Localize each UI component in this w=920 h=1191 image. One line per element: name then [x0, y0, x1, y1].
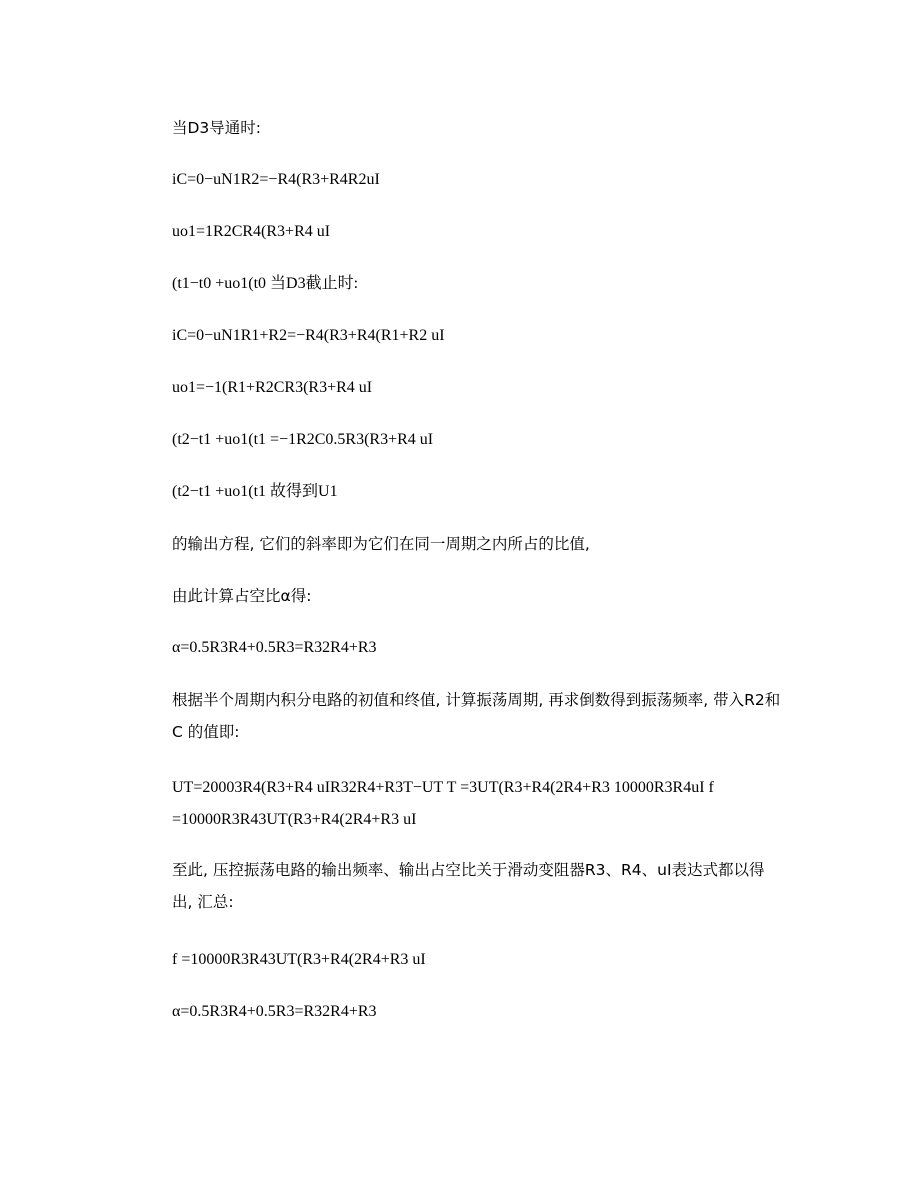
equation-ic-off: iC=0−uN1R1+R2=−R4(R3+R4(R1+R2 uI: [172, 327, 445, 344]
equation-frequency-summary: f =10000R3R43UT(R3+R4(2R4+R3 uI: [172, 951, 426, 968]
equation-frequency-derivation: UT=20003R4(R3+R4 uIR32R4+R3T−UT T =3UT(R3+R4(2R4+R3 10000R3R4uI f =10000R3R43UT(R3+R4(2R4+R3 uI: [172, 779, 714, 828]
equation-t2-t1: (t2−t1 +uo1(t1 =−1R2C0.5R3(R3+R4 uI: [172, 431, 434, 448]
equation-alpha-summary: α=0.5R3R4+0.5R3=R32R4+R3: [172, 1003, 377, 1020]
text-line-u1: (t2−t1 +uo1(t1 故得到U1: [172, 483, 338, 500]
equation-alpha: α=0.5R3R4+0.5R3=R32R4+R3: [172, 639, 377, 656]
equation-ic-on: iC=0−uN1R2=−R4(R3+R4R2uI: [172, 171, 380, 188]
equation-uo1-off: uo1=−1(R1+R2CR3(R3+R4 uI: [172, 379, 373, 396]
paragraph-conclusion: 至此, 压控振荡电路的输出频率、输出占空比关于滑动变阻器R3、R4、uI表达式都以得出, 汇总:: [172, 861, 765, 911]
text-line-slope: 的输出方程, 它们的斜率即为它们在同一周期之内所占的比值,: [172, 535, 590, 553]
text-line-duty-intro: 由此计算占空比α得:: [172, 587, 312, 605]
text-line-d3-off: (t1−t0 +uo1(t0 当D3截止时:: [172, 275, 359, 292]
text-line-d3-on: 当D3导通时:: [172, 119, 262, 137]
paragraph-period: 根据半个周期内积分电路的初值和终值, 计算振荡周期, 再求倒数得到振荡频率, 带入R2和C 的值即:: [172, 691, 781, 741]
equation-uo1-on: uo1=1R2CR4(R3+R4 uI: [172, 223, 331, 240]
